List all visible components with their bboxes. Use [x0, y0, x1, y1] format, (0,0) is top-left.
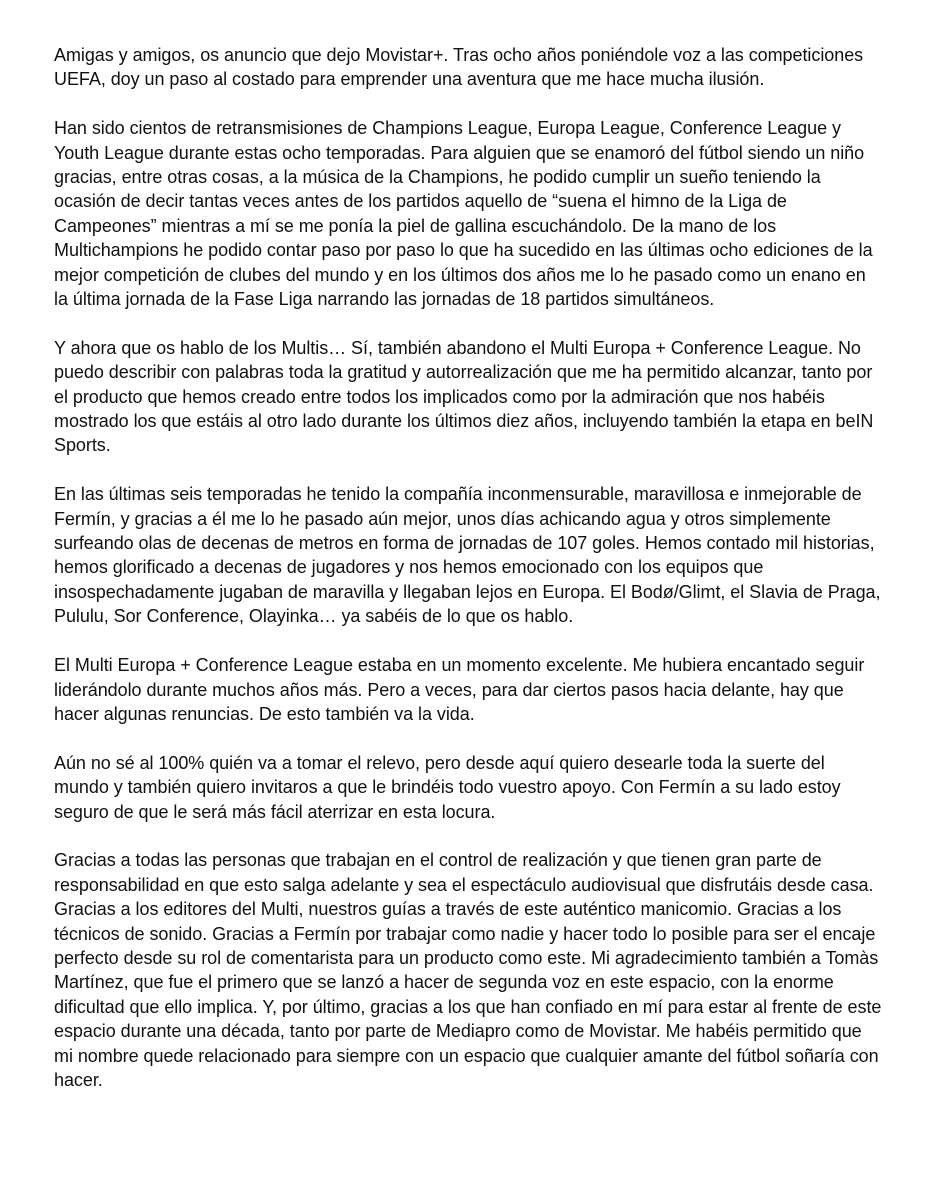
announcement-text	[54, 43, 884, 1092]
paragraph-multis: Y ahora que os hablo de los Multis… Sí, también abandono el Multi Europa + Conference League. No puedo describir con palabras toda la gratitud y autorrealización que me ha permitido alcanzar, tanto por el producto que hemos creado entre todos los implicados como por la admiración que nos habéis mostrado los que estáis al otro lado durante los últimos diez años, incluyendo también la etapa en beIN Sports.	[54, 337, 874, 456]
paragraph-gracias: Gracias a todas las personas que trabajan en el control de realización y que tienen gran parte de responsabilidad en que esto salga adelante y sea el espectáculo audiovisual que disfrutáis desde casa. Gracias a los editores del Multi, nuestros guías a través de este auténtico manicomio. Gracias a los técnicos de sonido. Gracias a Fermín por trabajar como nadie y hacer todo lo posible para ser el encaje perfecto desde su rol de comentarista para un producto como este. Mi agradecimiento también a Tomàs Martínez, que fue el primero que se lanzó a hacer de segunda voz en este espacio, con la enorme dificultad que ello implica. Y, por último, gracias a los que han confiado en mí para estar al frente de este espacio durante una década, tanto por parte de Mediapro como de Movistar. Me habéis permitido que mi nombre quede relacionado para siempre con un espacio que cualquier amante del fútbol soñaría con hacer.	[54, 850, 882, 1090]
paragraph-multi-europa: El Multi Europa + Conference League estaba en un momento excelente. Me hubiera encantado seguir liderándolo durante muchos años más. Pero a veces, para dar ciertos pasos hacia delante, hay que hacer algunas renuncias. De esto también va la vida.	[54, 655, 865, 724]
paragraph-fermin: En las últimas seis temporadas he tenido la compañía inconmensurable, maravillosa e inmejorable de Fermín, y gracias a él me lo he pasado aún mejor, unos días achicando agua y otros simplemente surfeando olas de decenas de metros en forma de jornadas de 107 goles. Hemos contado mil historias, hemos glorificado a decenas de jugadores y nos hemos emocionado con los equipos que insospechadamente jugaban de maravilla y llegaban lejos en Europa. El Bodø/Glimt, el Slavia de Praga, Pululu, Sor Conference, Olayinka… ya sabéis de lo que os hablo.	[54, 484, 881, 627]
paragraph-announcement: Amigas y amigos, os anuncio que dejo Movistar+. Tras ocho años poniéndole voz a las competiciones UEFA, doy un paso al costado para emprender una aventura que me hace mucha ilusión.	[54, 45, 864, 90]
paragraph-broadcasts: Han sido cientos de retransmisiones de Champions League, Europa League, Conference League y Youth League durante estas ocho temporadas. Para alguien que se enamoró del fútbol siendo un niño gracias, entre otras cosas, a la música de la Champions, he podido cumplir un sueño teniendo la ocasión de decir tantas veces antes de los partidos aquello de “suena el himno de la Liga de Campeones” mientras a mí se me ponía la piel de gallina escuchándolo. De la mano de los Multichampions he podido contar paso por paso lo que ha sucedido en las últimas ocho ediciones de la mejor competición de clubes del mundo y en los últimos dos años me lo he pasado como un enano en la última jornada de la Fase Liga narrando las jornadas de 18 partidos simultáneos.	[54, 118, 873, 310]
paragraph-relevo: Aún no sé al 100% quién va a tomar el relevo, pero desde aquí quiero desearle toda la suerte del mundo y también quiero invitaros a que le brindéis todo vuestro apoyo. Con Fermín a su lado estoy seguro de que le será más fácil aterrizar en esta locura.	[54, 752, 841, 822]
